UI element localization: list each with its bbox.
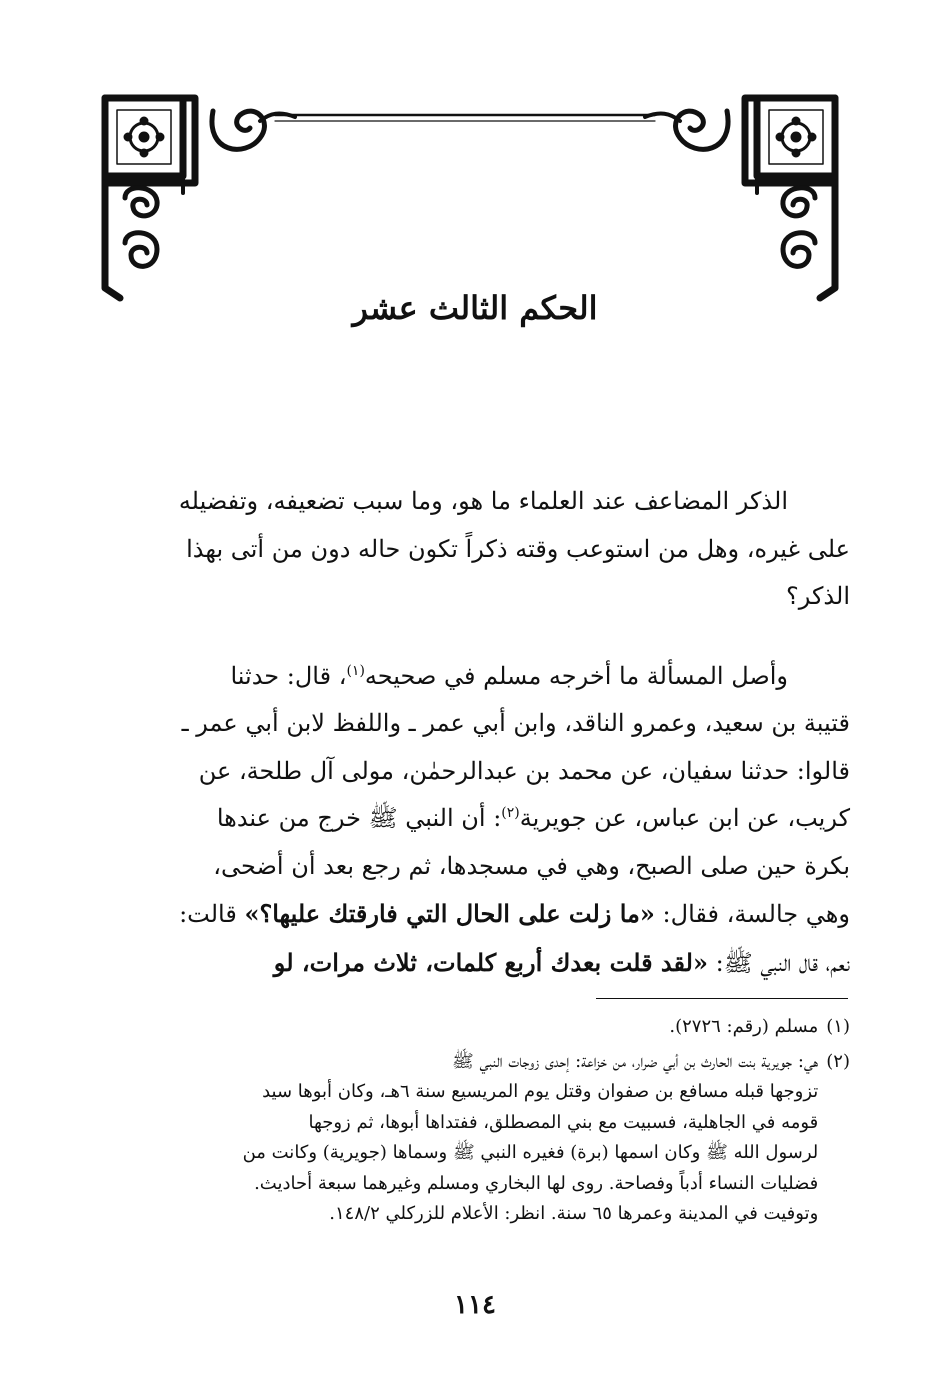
footnote-2	[96, 1047, 850, 1230]
main-text	[96, 478, 850, 987]
footnotes	[96, 1012, 850, 1234]
footnote-number: (٢)	[826, 1050, 850, 1072]
footnote-ref-1[interactable]: (١)	[346, 662, 365, 679]
footnote-ref-2[interactable]: (٢)	[501, 805, 520, 821]
paragraph-line: قالوا: حدثنا سفيان، عن محمد بن عبدالرحمٰن، مولى آل طلحة، عن	[198, 756, 850, 785]
paragraph-line: الذكر المضاعف عند العلماء ما هو، وما سبب تضعيفه، وتفضيله	[178, 487, 788, 515]
text-span: نعم، قال النبي ﷺ:	[707, 948, 850, 977]
footnote-line: هي: جويرية بنت الحارث بن أبي ضرار، من خزاعة: إحدى زوجات النبي ﷺ	[451, 1050, 819, 1072]
text-span: : أن النبي ﷺ خرج من عندها	[216, 804, 502, 832]
paragraph-line	[96, 795, 850, 843]
paragraph-line: قتيبة بن سعيد، وعمرو الناقد، وابن أبي عمر ـ واللفظ لابن أبي عمر ـ	[181, 709, 850, 737]
paragraph-line: بكرة حين صلى الصبح، وهي في مسجدها، ثم رجع بعد أن أضحى،	[213, 851, 850, 880]
paragraph-line: الذكر؟	[786, 582, 850, 610]
footnote-1	[96, 1012, 850, 1043]
paragraph-line	[96, 890, 850, 939]
footnote-line: فضليات النساء أدباً وفصاحة. روى لها البخاري ومسلم وغيرهما سبعة أحاديث.	[254, 1172, 819, 1194]
hadith-quote: «لقد قلت بعدك أربع كلمات، ثلاث مرات، لو	[273, 947, 708, 977]
footnote-line: وتوفيت في المدينة وعمرها ٦٥ سنة. انظر: الأعلام للزركلي ١٤٨/٢.	[329, 1203, 819, 1224]
hadith-quote: «ما زلت على الحال التي فارقتك عليها؟»	[244, 899, 655, 928]
footnote-line: مسلم (رقم: ٢٧٢٦).	[669, 1016, 819, 1037]
text-span: وأصل المسألة ما أخرجه مسلم في صحيحه	[364, 661, 788, 690]
footnote-line: قومه في الجاهلية، فسبيت مع بني المصطلق، ففتداها أبوها، ثم زوجها	[308, 1111, 819, 1133]
paragraph-line	[96, 939, 850, 988]
chapter-title: الحكم الثالث عشر	[352, 289, 598, 327]
footnote-line: تزوجها قبله مسافع بن صفوان وقتل يوم المريسيع سنة ٦هـ، وكان أبوها سيد	[262, 1081, 819, 1102]
paragraph-line: على غيره، وهل من استوعب وقته ذكراً تكون حاله دون من أتى بهذا	[186, 534, 850, 563]
footnote-separator	[596, 998, 848, 999]
text-span: كريب، عن ابن عباس، عن جويرية	[519, 804, 850, 832]
text-span: وهي جالسة، فقال:	[654, 900, 850, 928]
decorative-header-frame	[95, 93, 845, 308]
paragraph-line	[96, 653, 850, 701]
footnote-number: (١)	[826, 1016, 850, 1037]
text-span: قالت:	[179, 900, 245, 928]
page-number: ١١٤	[454, 1290, 496, 1320]
text-span: ، قال: حدثنا	[230, 661, 347, 690]
footnote-line: لرسول الله ﷺ وكان اسمها (برة) فغيره النبي ﷺ وسماها (جويرية) وكانت من	[242, 1142, 819, 1163]
